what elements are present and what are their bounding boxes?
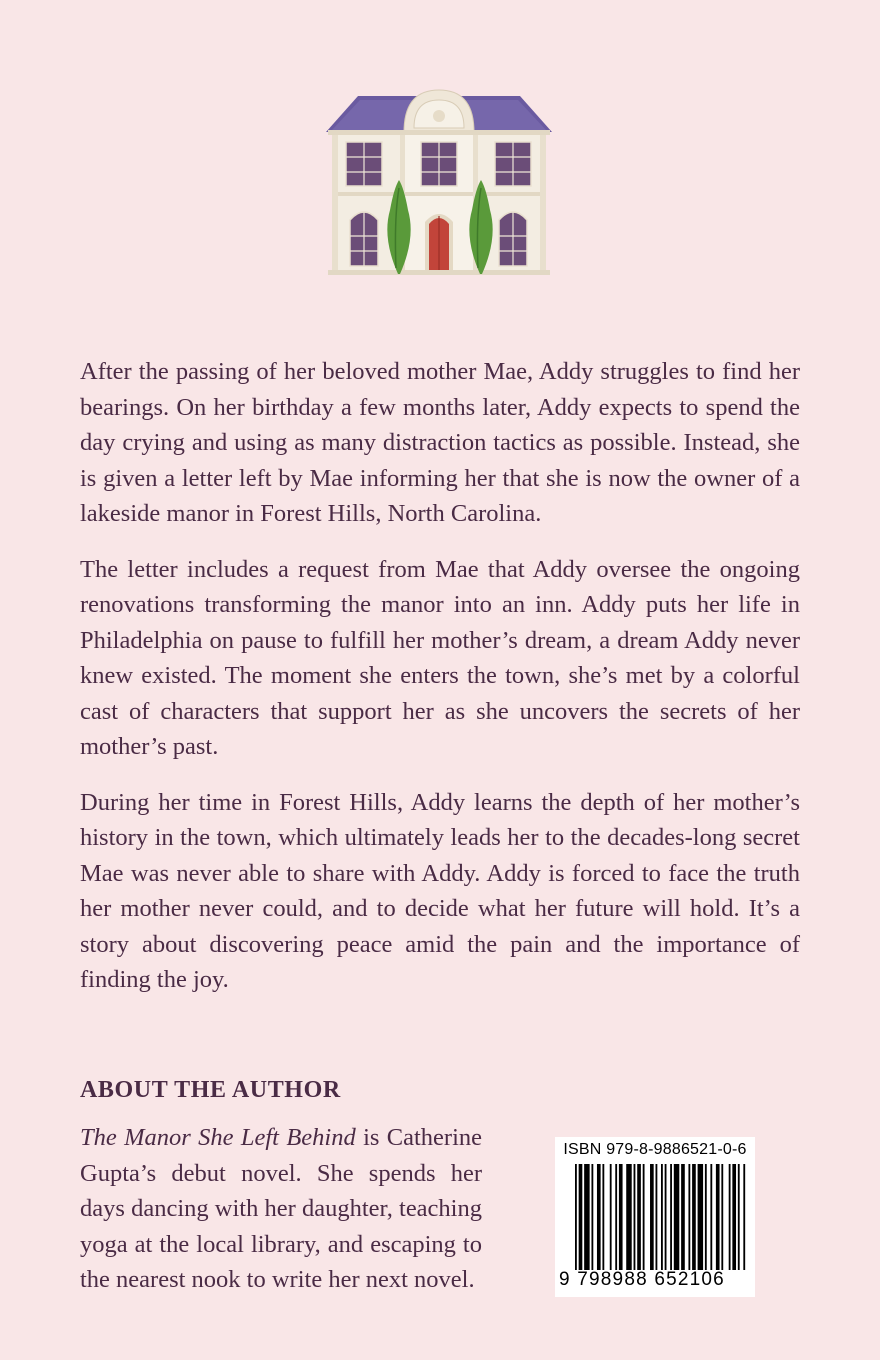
about-author-heading: ABOUT THE AUTHOR bbox=[80, 1077, 341, 1103]
barcode-bar bbox=[634, 1164, 636, 1270]
barcode-bar bbox=[688, 1164, 690, 1270]
barcode-bar bbox=[738, 1164, 740, 1270]
barcode-digits: 9 798988 652106 bbox=[559, 1269, 725, 1290]
book-blurb bbox=[80, 354, 800, 1018]
barcode-bar bbox=[710, 1164, 712, 1270]
author-bio-text: is Catherine Gupta’s debut novel. She spends her days dancing with her daughter, teaching yoga at the local library, and escaping to the nearest nook to write her next novel. bbox=[80, 1124, 483, 1293]
blurb-paragraph-2: The letter includes a request from Mae that Addy oversee the ongoing renovations transforming the manor into an inn. Addy puts her life in Philadelphia on pause to fulfill her mother’s dream, a dream Addy never knew existed. The moment she enters the town, she’s met by a colorful cast of characters that support her as she uncovers the secrets of her mother’s past. bbox=[80, 555, 800, 760]
book-title: The Manor She Left Behind bbox=[80, 1124, 356, 1151]
barcode-bar bbox=[665, 1164, 667, 1270]
barcode-bar bbox=[626, 1164, 631, 1270]
barcode-bar bbox=[591, 1164, 593, 1270]
barcode-bar bbox=[579, 1164, 583, 1270]
barcode-bar bbox=[637, 1164, 641, 1270]
barcode-bar bbox=[681, 1164, 685, 1270]
isbn-label: ISBN 979-8-9886521-0-6 bbox=[563, 1141, 747, 1158]
barcode-bar bbox=[643, 1164, 645, 1270]
blurb-paragraph-1: After the passing of her beloved mother Mae, Addy struggles to find her bearings. On her birthday a few months later, Addy expects to spend the day crying and using as many distraction tactics as possible. Instead, she is given a letter left by Mae informing her that she is now the owner of a lakeside manor in Forest Hills, North Carolina. bbox=[80, 358, 800, 527]
barcode-bar bbox=[721, 1164, 723, 1270]
isbn-barcode bbox=[555, 1137, 755, 1297]
barcode-bar bbox=[661, 1164, 663, 1270]
author-bio bbox=[80, 1120, 482, 1298]
barcode-bar bbox=[656, 1164, 658, 1270]
barcode-bar bbox=[729, 1164, 731, 1270]
barcode-bar bbox=[602, 1164, 604, 1270]
barcode-bar bbox=[705, 1164, 707, 1270]
barcode-bar bbox=[670, 1164, 672, 1270]
barcode-bar bbox=[584, 1164, 589, 1270]
barcode-bar bbox=[615, 1164, 617, 1270]
barcode-bar bbox=[698, 1164, 703, 1270]
barcode-bar bbox=[692, 1164, 696, 1270]
barcode-bar bbox=[674, 1164, 679, 1270]
barcode-bar bbox=[650, 1164, 654, 1270]
barcode-bar bbox=[743, 1164, 745, 1270]
barcode-bars bbox=[575, 1164, 747, 1270]
barcode-bar bbox=[610, 1164, 612, 1270]
barcode-bar bbox=[716, 1164, 720, 1270]
barcode-bar bbox=[619, 1164, 623, 1270]
manor-house-illustration bbox=[322, 88, 556, 278]
barcode-bar bbox=[732, 1164, 736, 1270]
barcode-bar bbox=[597, 1164, 601, 1270]
barcode-bar bbox=[575, 1164, 577, 1270]
blurb-paragraph-3: During her time in Forest Hills, Addy learns the depth of her mother’s history in the town, which ultimately leads her to the decades-long secret Mae was never able to share with Addy. Addy is forced to face the truth her mother never could, and to decide what her future will hold. It’s a story about discovering peace amid the pain and the importance of finding the joy. bbox=[80, 788, 800, 993]
